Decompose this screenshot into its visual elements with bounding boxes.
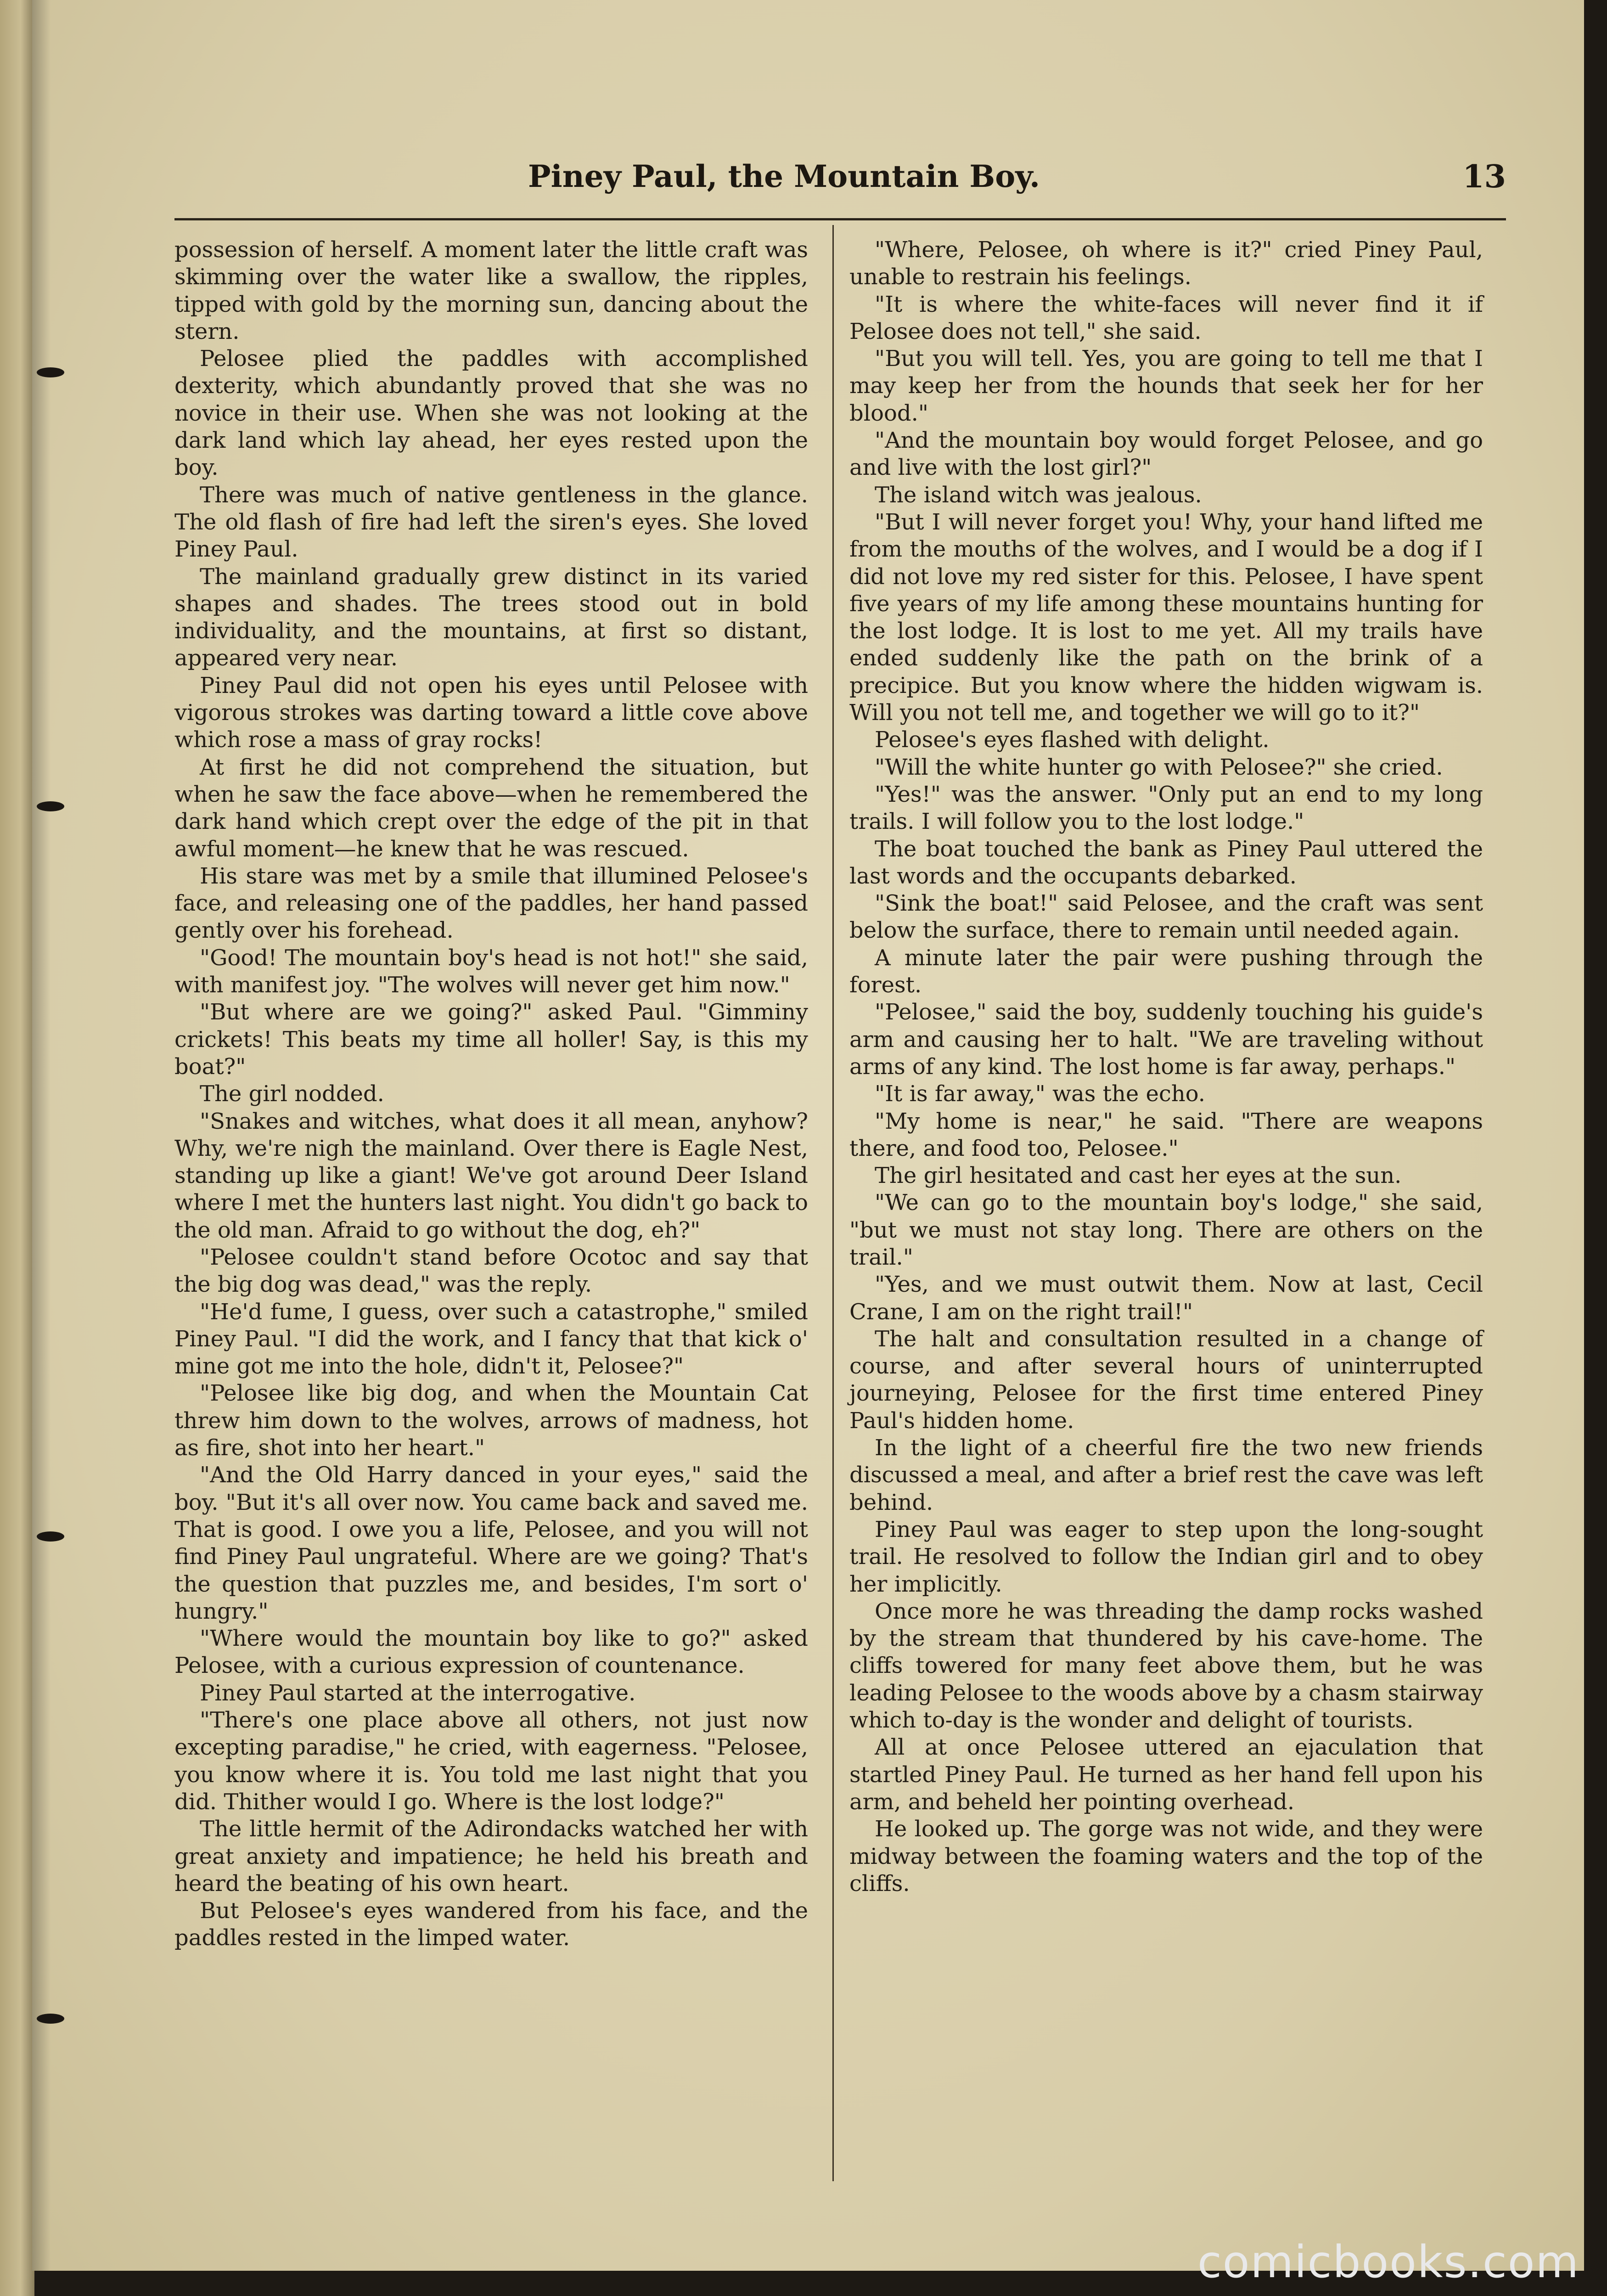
text-column-left [174,236,808,1952]
paragraph: "And the Old Harry danced in your eyes," said the boy. "But it's all over now. You came back and saved me. That is good. I owe you a life, Pelosee, and you will not find Piney Paul ungrateful. Where are we going? That's the question that puzzles me, and besides, I'm sort o' hungry." [174,1462,808,1624]
paragraph: The girl nodded. [200,1081,384,1107]
text-column-right [849,236,1483,1897]
paragraph: "My home is near," he said. "There are weapons there, and food too, Pelosee." [849,1108,1483,1161]
paragraph: The girl hesitated and cast her eyes at the sun. [875,1163,1402,1189]
book-spine [0,0,34,2296]
paragraph: "Yes, and we must outwit them. Now at last, Cecil Crane, I am on the right trail!" [849,1272,1483,1325]
paragraph: "But where are we going?" asked Paul. "Gimminy crickets! This beats my time all holler! Say, is this my boat?" [174,999,808,1080]
paragraph: The island witch was jealous. [875,482,1202,508]
binding-stitch [37,367,64,377]
paragraph: Piney Paul was eager to step upon the long-sought trail. He resolved to follow the Indian girl and to obey her implicitly. [849,1516,1483,1597]
paragraph: He looked up. The gorge was not wide, and they were midway between the foaming waters and the top of the cliffs. [849,1816,1483,1896]
binding-stitch [37,1531,64,1542]
paragraph: "We can go to the mountain boy's lodge," she said, "but we must not stay long. There are others on the trail." [849,1190,1483,1270]
header-rule [174,218,1506,220]
paragraph: In the light of a cheerful fire the two new friends discussed a meal, and after a brief rest the cave was left behind. [849,1435,1483,1515]
running-head: Piney Paul, the Mountain Boy. [528,158,1040,194]
paragraph: "Good! The mountain boy's head is not hot!" she said, with manifest joy. "The wolves will never get him now." [174,945,808,998]
paragraph: Piney Paul started at the interrogative. [200,1680,636,1706]
binding-stitch [37,801,64,811]
paragraph: "And the mountain boy would forget Pelosee, and go and live with the lost girl?" [849,428,1483,481]
paragraph: "Sink the boat!" said Pelosee, and the craft was sent below the surface, there to remain until needed again. [849,890,1483,944]
paragraph: All at once Pelosee uttered an ejaculation that startled Piney Paul. He turned as her hand fell upon his arm, and beheld her pointing overhead. [849,1734,1483,1815]
paragraph: But Pelosee's eyes wandered from his face, and the paddles rested in the limped water. [174,1898,808,1951]
paragraph: The halt and consultation resulted in a change of course, and after several hours of uninterrupted journeying, Pelosee for the first time entered Piney Paul's hidden home. [849,1326,1483,1434]
gutter-shadow [32,0,51,2271]
paragraph: possession of herself. A moment later the little craft was skimming over the water like a swallow, the ripples, tipped with gold by the morning sun, dancing about the stern. [174,237,808,344]
paragraph: The mainland gradually grew distinct in its varied shapes and shades. The trees stood out in bold individuality, and the mountains, at first so distant, appeared very near. [174,563,808,671]
page-header [528,158,1506,209]
paragraph: A minute later the pair were pushing through the forest. [849,945,1483,998]
paragraph: The boat touched the bank as Piney Paul uttered the last words and the occupants debarked. [849,836,1483,889]
paragraph: "Where, Pelosee, oh where is it?" cried Piney Paul, unable to restrain his feelings. [849,237,1483,290]
paragraph: "Snakes and witches, what does it all mean, anyhow? Why, we're nigh the mainland. Over there is Eagle Nest, standing up like a giant! We've got around Deer Island where I met the hunters last night. You didn't go back to the old man. Afraid to go without the dog, eh?" [174,1108,808,1243]
paragraph: Pelosee's eyes flashed with delight. [875,727,1270,753]
paragraph: "There's one place above all others, not just now excepting paradise," he cried, with eagerness. "Pelosee, you know where it is. You told me last night that you did. Thither would I go. Where is the lost lodge?" [174,1707,808,1815]
paragraph: "He'd fume, I guess, over such a catastrophe," smiled Piney Paul. "I did the work, and I fancy that that kick o' mine got me into the hole, didn't it, Pelosee?" [174,1299,808,1379]
paragraph: The little hermit of the Adirondacks watched her with great anxiety and impatience; he held his breath and heard the beating of his own heart. [174,1816,808,1896]
paragraph: Pelosee plied the paddles with accomplished dexterity, which abundantly proved that she was no novice in their use. When she was not looking at the dark land which lay ahead, her eyes rested upon the boy. [174,346,808,481]
paragraph: "It is far away," was the echo. [875,1081,1206,1107]
paragraph: "But I will never forget you! Why, your hand lifted me from the mouths of the wolves, and I would be a dog if I did not love my red sister for this. Pelosee, I have spent five years of my life among these mountains hunting for the lost lodge. It is lost to me yet. All my trails have ended suddenly like the path on the brink of a precipice. But you know where the hidden wigwam is. Will you not tell me, and together we will go to it?" [849,509,1483,726]
paragraph: "But you will tell. Yes, you are going to tell me that I may keep her from the hounds that seek her for her blood." [849,346,1483,426]
paragraph: Once more he was threading the damp rocks washed by the stream that thundered by his cave-home. The cliffs towered for many feet above them, but he was leading Pelosee to the woods above by a chasm stairway which to-day is the wonder and delight of tourists. [849,1598,1483,1733]
paragraph: "Will the white hunter go with Pelosee?" she cried. [875,754,1443,780]
paragraph: "Yes!" was the answer. "Only put an end to my long trails. I will follow you to the lost lodge." [849,781,1483,835]
paragraph: Piney Paul did not open his eyes until Pelosee with vigorous strokes was darting toward a little cove above which rose a mass of gray rocks! [174,672,808,753]
paragraph: "It is where the white-faces will never find it if Pelosee does not tell," she said. [849,291,1483,344]
paragraph: "Pelosee," said the boy, suddenly touching his guide's arm and causing her to halt. "We are traveling without arms of any kind. The lost home is far away, perhaps." [849,999,1483,1080]
paragraph: His stare was met by a smile that illumined Pelosee's face, and releasing one of the paddles, her hand passed gently over his forehead. [174,863,808,944]
paragraph: At first he did not comprehend the situation, but when he saw the face above—when he remembered the dark hand which crept over the edge of the pit in that awful moment—he knew that he was rescued. [174,754,808,862]
watermark: comicbooks.com [1197,2236,1579,2288]
paragraph: "Pelosee like big dog, and when the Mountain Cat threw him down to the wolves, arrows of madness, hot as fire, shot into her heart." [174,1380,808,1461]
page-number: 13 [1462,158,1506,195]
column-divider [832,225,834,2181]
binding-stitch [37,2014,64,2024]
paragraph: There was much of native gentleness in the glance. The old flash of fire had left the siren's eyes. She loved Piney Paul. [174,482,808,563]
paragraph: "Where would the mountain boy like to go?" asked Pelosee, with a curious expression of countenance. [174,1626,808,1679]
paragraph: "Pelosee couldn't stand before Ocotoc and say that the big dog was dead," was the reply. [174,1244,808,1298]
